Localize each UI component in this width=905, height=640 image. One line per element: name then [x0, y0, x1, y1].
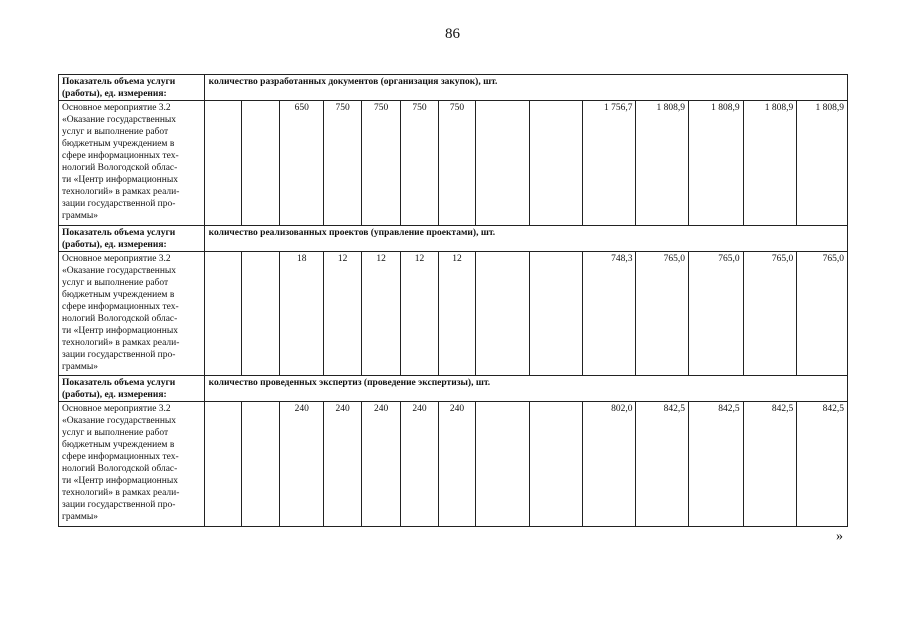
volume-cell: 18 — [280, 252, 323, 376]
description-line: технологий» в рамках реали- — [62, 187, 180, 197]
description-line: бюджетным учреждением в — [62, 290, 175, 300]
finance-cell: 842,5 — [797, 402, 848, 527]
indicator-header-row — [59, 376, 848, 402]
description-line: «Оказание государственных — [62, 266, 177, 276]
volume-cell — [204, 101, 241, 226]
indicator-label: Показатель объема услуги (работы), ед. измерения: — [59, 376, 205, 402]
finance-cell: 765,0 — [797, 252, 848, 376]
volume-cell: 240 — [400, 402, 438, 527]
volume-cell — [530, 402, 583, 527]
finance-cell: 1 808,9 — [743, 101, 797, 226]
description-line: граммы» — [62, 512, 99, 522]
description-line: нологий Вологодской облас- — [62, 163, 178, 173]
volume-cell — [530, 101, 583, 226]
volume-cell: 650 — [280, 101, 323, 226]
description-line: ти «Центр информационных — [62, 326, 178, 336]
closing-quote: » — [836, 529, 843, 544]
description-line: зации государственной про- — [62, 199, 176, 209]
volume-cell: 12 — [323, 252, 361, 376]
volume-cell — [530, 252, 583, 376]
finance-cell: 765,0 — [636, 252, 689, 376]
volume-cell: 12 — [400, 252, 438, 376]
description-line: нологий Вологодской облас- — [62, 314, 178, 324]
activity-description — [59, 252, 205, 376]
finance-cell: 765,0 — [743, 252, 797, 376]
description-line: бюджетным учреждением в — [62, 440, 175, 450]
description-line: Основное мероприятие 3.2 — [62, 404, 171, 414]
volume-cell — [242, 402, 280, 527]
description-line: зации государственной про- — [62, 350, 176, 360]
volume-cell: 750 — [439, 101, 475, 226]
description-line: сфере информационных тех- — [62, 452, 179, 462]
description-line: «Оказание государственных — [62, 416, 177, 426]
indicator-header-row — [59, 75, 848, 101]
description-line: технологий» в рамках реали- — [62, 488, 180, 498]
description-line: Основное мероприятие 3.2 — [62, 103, 171, 113]
finance-cell: 765,0 — [689, 252, 744, 376]
description-line: нологий Вологодской облас- — [62, 464, 178, 474]
finance-cell: 748,3 — [582, 252, 636, 376]
description-line: сфере информационных тех- — [62, 151, 179, 161]
indicator-name: количество проведенных экспертиз (проведение экспертизы), шт. — [204, 376, 847, 402]
description-line: ти «Центр информационных — [62, 476, 178, 486]
description-line: бюджетным учреждением в — [62, 139, 175, 149]
finance-cell: 842,5 — [636, 402, 689, 527]
volume-cell: 750 — [323, 101, 361, 226]
finance-cell: 1 756,7 — [582, 101, 636, 226]
volume-cell — [242, 101, 280, 226]
description-line: услуг и выполнение работ — [62, 428, 169, 438]
description-line: «Оказание государственных — [62, 115, 177, 125]
indicator-data-row — [59, 402, 848, 527]
description-line: ти «Центр информационных — [62, 175, 178, 185]
volume-cell: 240 — [362, 402, 400, 527]
finance-cell: 1 808,9 — [636, 101, 689, 226]
volume-cell: 240 — [280, 402, 323, 527]
table-body — [59, 75, 848, 527]
volume-cell: 240 — [439, 402, 475, 527]
description-line: услуг и выполнение работ — [62, 127, 169, 137]
indicator-data-row — [59, 252, 848, 376]
description-line: сфере информационных тех- — [62, 302, 179, 312]
volume-cell — [242, 252, 280, 376]
indicator-name: количество разработанных документов (организация закупок), шт. — [204, 75, 847, 101]
volume-cell: 12 — [362, 252, 400, 376]
volume-cell: 750 — [400, 101, 438, 226]
indicator-header-row — [59, 226, 848, 252]
activity-description — [59, 402, 205, 527]
volume-cell: 240 — [323, 402, 361, 527]
volume-cell: 750 — [362, 101, 400, 226]
finance-cell: 1 808,9 — [689, 101, 744, 226]
description-line: технологий» в рамках реали- — [62, 338, 180, 348]
activity-description — [59, 101, 205, 226]
finance-cell: 1 808,9 — [797, 101, 848, 226]
volume-cell — [475, 402, 530, 527]
services-table — [58, 74, 848, 527]
indicator-name: количество реализованных проектов (управление проектами), шт. — [204, 226, 847, 252]
volume-cell — [204, 252, 241, 376]
finance-cell: 802,0 — [582, 402, 636, 527]
description-line: Основное мероприятие 3.2 — [62, 254, 171, 264]
description-line: услуг и выполнение работ — [62, 278, 169, 288]
volume-cell: 12 — [439, 252, 475, 376]
description-line: граммы» — [62, 211, 99, 221]
description-line: зации государственной про- — [62, 500, 176, 510]
volume-cell — [475, 101, 530, 226]
page-number: 86 — [445, 26, 460, 42]
volume-cell — [204, 402, 241, 527]
indicator-label: Показатель объема услуги (работы), ед. измерения: — [59, 226, 205, 252]
volume-cell — [475, 252, 530, 376]
indicator-label: Показатель объема услуги (работы), ед. измерения: — [59, 75, 205, 101]
description-line: граммы» — [62, 362, 99, 372]
indicator-data-row — [59, 101, 848, 226]
finance-cell: 842,5 — [743, 402, 797, 527]
finance-cell: 842,5 — [689, 402, 744, 527]
